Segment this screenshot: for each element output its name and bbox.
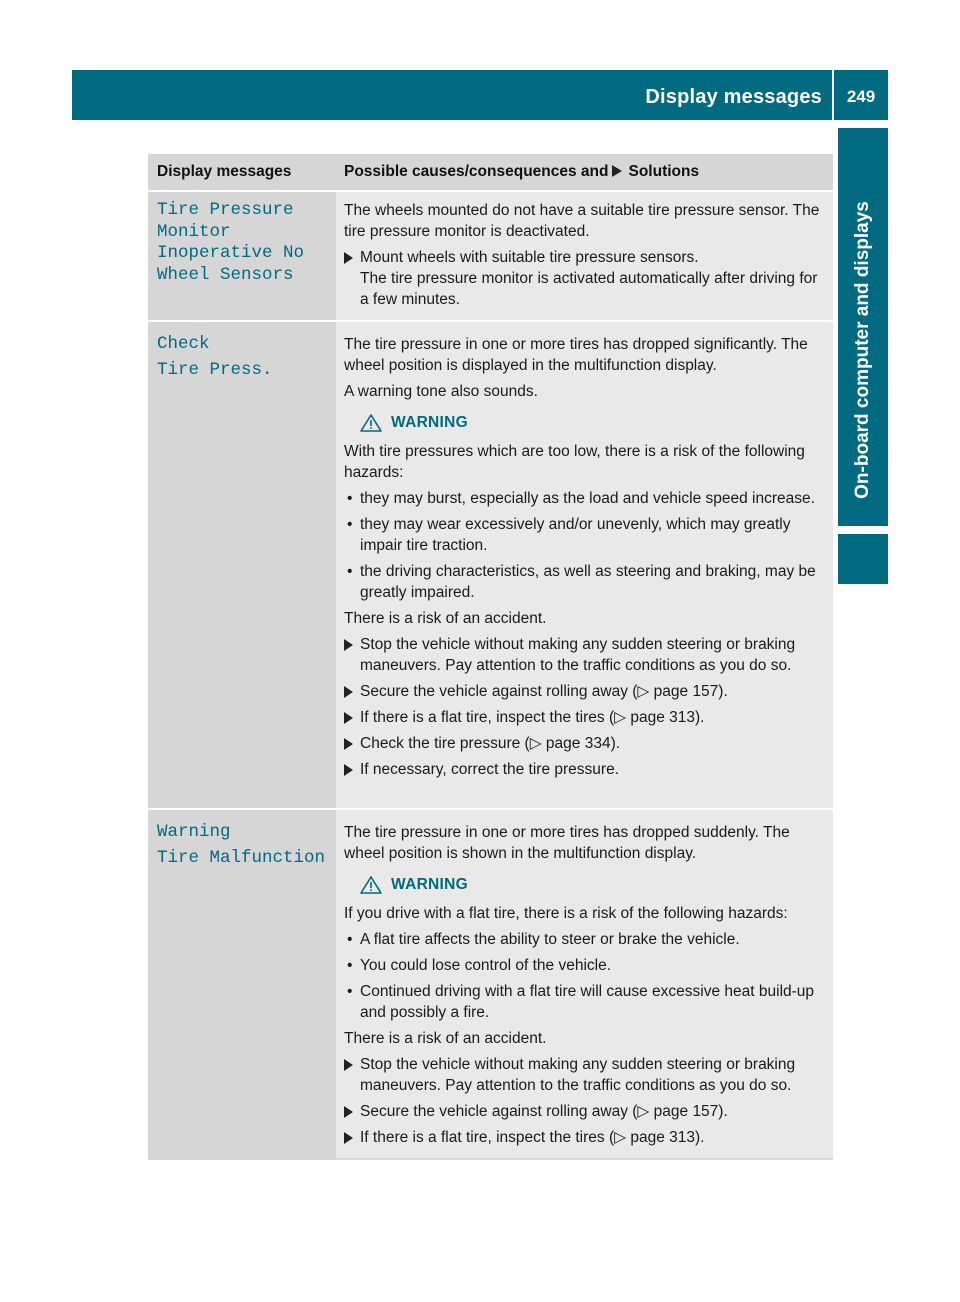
chapter-marker — [838, 534, 888, 584]
cause-text: The wheels mounted do not have a suitable tire pressure sensor. The tire pressure monitor is deactivated. — [344, 202, 820, 240]
instruction-item: Stop the vehicle without making any sudden steering or braking maneuvers. Pay attention to the traffic conditions as you do so. — [344, 1054, 829, 1096]
instruction-arrow-icon — [344, 1106, 353, 1118]
instruction-arrow-icon — [344, 712, 353, 724]
hazard-bullet: • they may wear excessively and/or unevenly, which may greatly impair tire traction. — [347, 516, 791, 554]
instruction-arrow-icon — [344, 1059, 353, 1071]
hazard-bullet: • the driving characteristics, as well as steering and braking, may be greatly impaired. — [347, 563, 816, 601]
display-message-line: Inoperative No — [157, 243, 305, 263]
risk-text: There is a risk of an accident. — [344, 610, 547, 627]
chapter-label: On-board computer and displays — [852, 201, 873, 499]
warning-intro: If you drive with a flat tire, there is a risk of the following hazards: — [344, 905, 788, 922]
instruction-arrow-icon — [344, 686, 353, 698]
instruction-arrow-icon — [344, 252, 353, 264]
warning-triangle-icon — [360, 414, 382, 432]
instruction-note: The tire pressure monitor is activated automatically after driving for a few minutes. — [360, 270, 818, 308]
instruction-item: If there is a flat tire, inspect the tires (▷ page 313). — [344, 707, 829, 728]
display-message-line: Tire Pressure — [157, 200, 294, 220]
instruction-item: If there is a flat tire, inspect the tires (▷ page 313). — [344, 1127, 829, 1148]
column-header-messages: Display messages — [157, 163, 292, 180]
table-row — [148, 808, 833, 1158]
display-message-line: Wheel Sensors — [157, 264, 294, 285]
table-header — [148, 154, 833, 190]
warning-intro: With tire pressures which are too low, there is a risk of the following hazards: — [344, 443, 805, 481]
message-cell — [148, 810, 336, 1158]
display-message-line: Monitor — [157, 221, 231, 242]
risk-text: There is a risk of an accident. — [344, 1030, 547, 1047]
warning-triangle-icon — [360, 876, 382, 894]
solution-cell — [336, 810, 833, 1158]
table-row — [148, 190, 833, 320]
hazard-bullet: • Continued driving with a flat tire will cause excessive heat build-up and possibly a fire. — [347, 983, 815, 1021]
hazard-bullet: • You could lose control of the vehicle. — [347, 957, 612, 974]
instruction-arrow-icon — [344, 764, 353, 776]
display-message-line: Tire Press. — [157, 359, 273, 380]
instruction-item: If necessary, correct the tire pressure. — [344, 759, 829, 780]
section-title: Display messages — [645, 86, 822, 108]
column-header-causes-text: Possible causes/consequences and — [344, 163, 609, 180]
page-number: 249 — [846, 87, 876, 106]
instruction-text: Mount wheels with suitable tire pressure sensors. — [360, 249, 699, 266]
display-message-line: Tire Malfunction — [157, 847, 326, 868]
column-header-causes — [336, 163, 833, 181]
cause-text: The tire pressure in one or more tires has dropped significantly. The wheel position is displayed in the multifunction display. — [344, 336, 808, 374]
warning-label: WARNING — [391, 414, 469, 431]
instruction-item: Check the tire pressure (▷ page 334). — [344, 733, 829, 754]
hazard-bullet: • they may burst, especially as the load and vehicle speed increase. — [347, 490, 815, 507]
display-messages-table — [148, 154, 833, 1160]
hazard-bullet: • A flat tire affects the ability to steer or brake the vehicle. — [347, 931, 740, 948]
message-cell — [148, 192, 336, 320]
warning-heading — [344, 412, 829, 433]
warning-label: WARNING — [391, 876, 469, 893]
instruction-item: Stop the vehicle without making any sudden steering or braking maneuvers. Pay attention to the traffic conditions as you do so. — [344, 634, 829, 676]
solution-cell — [336, 322, 833, 808]
display-message-line: Warning — [157, 822, 231, 842]
instruction-arrow-icon — [344, 1132, 353, 1144]
display-message-line: Check — [157, 334, 210, 354]
solution-cell — [336, 192, 833, 320]
arrow-right-icon — [612, 165, 622, 177]
instruction-item: Secure the vehicle against rolling away (▷ page 157). — [344, 1101, 829, 1122]
message-cell — [148, 322, 336, 808]
page-header-bar — [72, 70, 888, 120]
table-row — [148, 320, 833, 808]
instruction-arrow-icon — [344, 639, 353, 651]
cause-text: A warning tone also sounds. — [344, 383, 538, 400]
instruction-arrow-icon — [344, 738, 353, 750]
instruction-item: Secure the vehicle against rolling away (▷ page 157). — [344, 681, 829, 702]
column-header-solutions-text: Solutions — [628, 163, 700, 180]
instruction-item — [344, 247, 829, 310]
cause-text: The tire pressure in one or more tires has dropped suddenly. The wheel position is shown in the multifunction display. — [344, 824, 790, 862]
warning-heading — [344, 874, 829, 895]
